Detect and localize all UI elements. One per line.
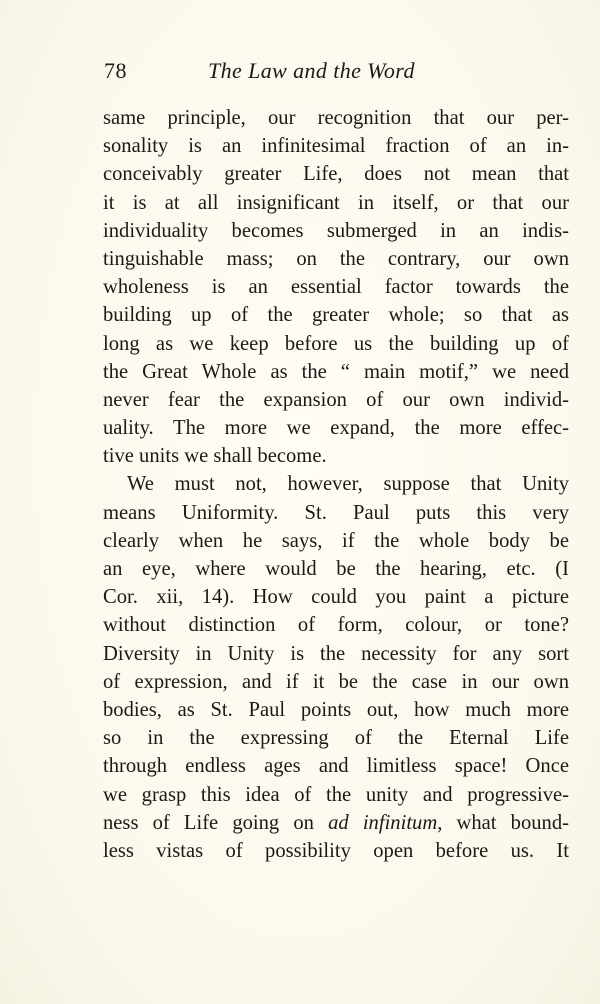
text-segment: what bound- — [442, 811, 570, 834]
page-number: 78 — [104, 58, 127, 83]
running-title: The Law and the Word — [208, 58, 415, 83]
text-line: Cor. xii, 14). How could you paint a picture — [103, 586, 569, 609]
body-text — [103, 104, 569, 865]
text-line: tinguishable mass; on the contrary, our own — [103, 247, 569, 270]
text-line: Diversity in Unity is the necessity for any sort — [103, 642, 569, 665]
page-header — [104, 58, 570, 90]
text-line: long as we keep before us the building up of — [103, 332, 569, 355]
text-line: bodies, as St. Paul points out, how much more — [103, 698, 569, 721]
text-line: without distinction of form, colour, or tone? — [103, 614, 569, 637]
text-line: tive units we shall become. — [103, 445, 327, 468]
text-line: building up of the greater whole; so that as — [103, 304, 569, 327]
text-line: it is at all insignificant in itself, or that our — [103, 191, 569, 214]
text-line: We must not, however, suppose that Unity — [127, 473, 569, 496]
text-line: clearly when he says, if the whole body be — [103, 529, 569, 552]
text-line: an eye, where would be the hearing, etc. (I — [103, 558, 569, 580]
text-line: wholeness is an essential factor towards the — [103, 276, 569, 299]
text-line-with-italic — [103, 809, 569, 837]
text-line: we grasp this idea of the unity and progressive- — [103, 783, 569, 806]
text-line: same principle, our recognition that our per- — [103, 107, 569, 129]
text-line: conceivably greater Life, does not mean that — [103, 163, 569, 186]
text-line: uality. The more we expand, the more effec- — [103, 417, 569, 440]
latin-phrase: ad infinitum, — [328, 811, 443, 834]
text-line: never fear the expansion of our own individ- — [103, 388, 569, 411]
text-line: of expression, and if it be the case in our own — [103, 670, 569, 693]
text-line: individuality becomes submerged in an indis- — [103, 219, 569, 242]
text-line: means Uniformity. St. Paul puts this very — [103, 501, 569, 524]
text-line: the Great Whole as the “ main motif,” we need — [103, 360, 569, 383]
text-line: sonality is an infinitesimal fraction of an in- — [103, 135, 569, 158]
paragraph-2 — [103, 470, 569, 865]
text-line: less vistas of possibility open before us. It — [103, 839, 569, 862]
paragraph-1 — [103, 104, 569, 470]
text-line: through endless ages and limitless space! Once — [103, 755, 569, 778]
text-line: so in the expressing of the Eternal Life — [103, 727, 569, 750]
text-segment: ness of Life going on — [103, 811, 329, 834]
